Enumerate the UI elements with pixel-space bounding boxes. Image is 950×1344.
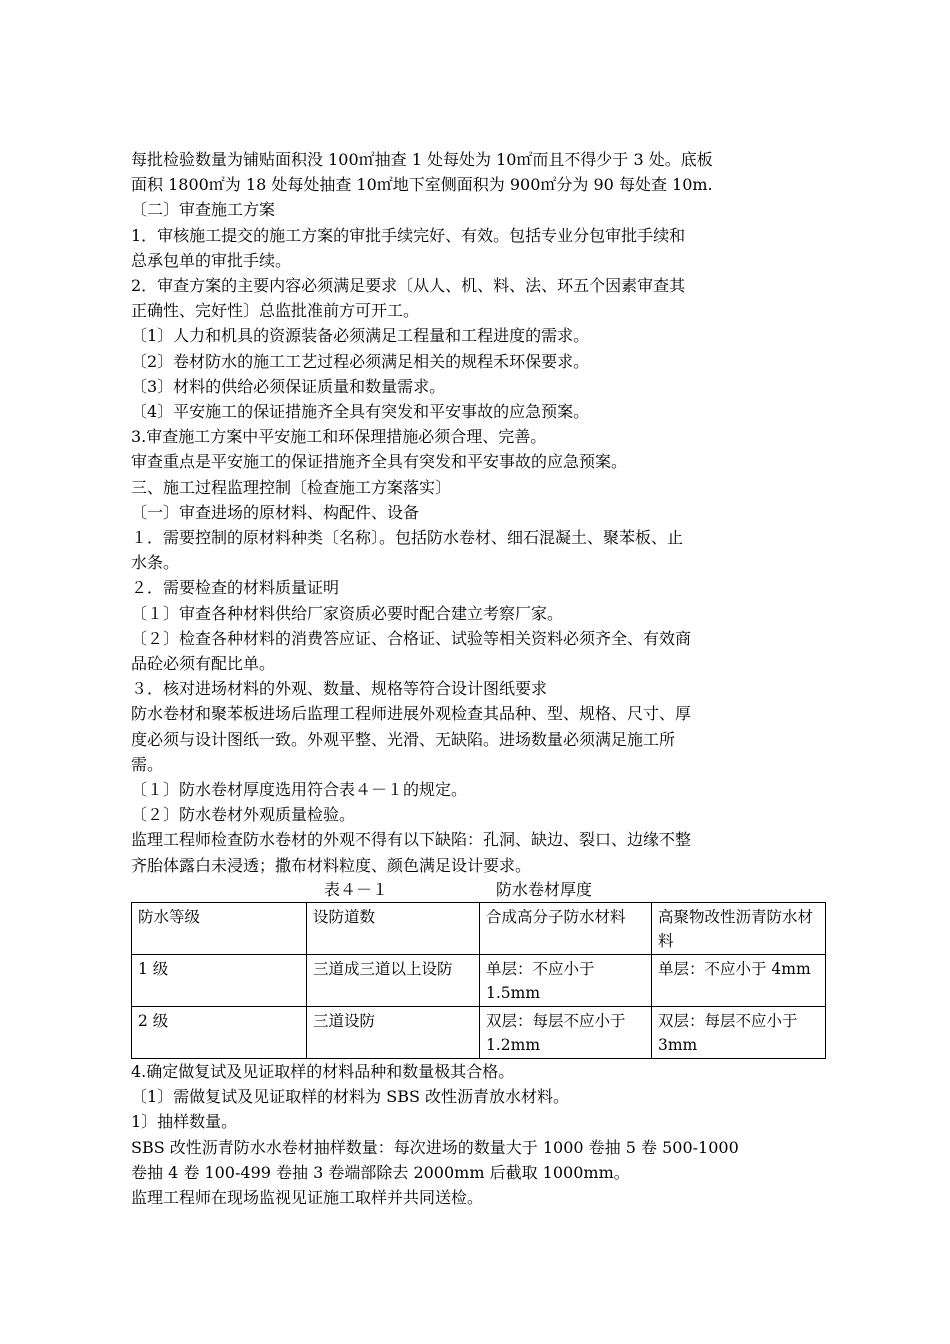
- text-line: 〔１〕审查各种材料供给厂家资质必要时配合建立考察厂家。: [131, 603, 564, 623]
- thickness-table: [131, 902, 826, 1059]
- text-line: SBS 改性沥青防水水卷材抽样数量：每次进场的数量大于 1000 卷抽 5 卷 500-1000: [131, 1137, 739, 1157]
- text-line: 品砼必须有配比单。: [131, 654, 276, 674]
- table-cell: 三道设防: [307, 1006, 480, 1058]
- text-line: 面积 1800㎡为 18 处每处抽查 10㎡地下室侧面积为 900㎡分为 90 每处查 10m.: [131, 175, 713, 195]
- text-line: 监理工程师在现场监视见证施工取样并共同送检。: [131, 1187, 484, 1207]
- header-cell-polymer: 合成高分子防水材料: [480, 902, 652, 954]
- text-line: 总承包单的审批手续。: [131, 250, 292, 270]
- text-line: 卷抽 4 卷 100-499 卷抽 3 卷端部除去 2000mm 后截取 1000mm。: [131, 1162, 630, 1182]
- table-caption-title: 防水卷材厚度: [496, 879, 593, 899]
- text-line: 度必须与设计图纸一致。外观平整、光滑、无缺陷。进场数量必须满足施工所: [131, 729, 676, 749]
- text-line: 三、施工过程监理控制〔检查施工方案落实〕: [131, 477, 452, 497]
- text-line: 每批检验数量为铺贴面积没 100㎡抽查 1 处每处为 10㎡而且不得少于 3 处。底板: [131, 150, 713, 169]
- text-line: 监理工程师检查防水卷材的外观不得有以下缺陷：孔洞、缺边、裂口、边缘不整: [131, 830, 692, 850]
- table-cell: 单层：不应小于 4mm: [652, 954, 826, 1006]
- text-line: 4.确定做复试及见证取样的材料品种和数量极其合格。: [131, 1061, 515, 1081]
- table-cell: 双层：每层不应小于 3mm: [652, 1006, 826, 1058]
- text-line: 审查重点是平安施工的保证措施齐全具有突发和平安事故的应急预案。: [131, 452, 628, 472]
- table-cell: 单层：不应小于 1.5mm: [480, 954, 652, 1006]
- text-line: 〔4〕平安施工的保证措施齐全具有突发和平安事故的应急预案。: [131, 402, 590, 422]
- text-line: 齐胎体露白未浸透；撒布材料粒度、颜色满足设计要求。: [131, 855, 532, 875]
- table-row: [132, 954, 826, 1006]
- text-line: 〔3〕材料的供给必须保证质量和数量需求。: [131, 376, 446, 396]
- table-row: [132, 1006, 826, 1058]
- text-line: 防水卷材和聚苯板进场后监理工程师进展外观检查其品种、型、规格、尺寸、厚: [131, 704, 692, 724]
- text-line: 〔2〕卷材防水的施工工艺过程必须满足相关的规程禾环保要求。: [131, 351, 590, 371]
- text-line: １．需要控制的原材料种类〔名称〕。包括防水卷材、细石混凝土、聚苯板、止: [131, 528, 684, 548]
- header-cell-layers: 设防道数: [307, 902, 480, 954]
- text-line: 需。: [131, 754, 164, 774]
- document-page: [131, 147, 825, 1210]
- text-line: 水条。: [131, 553, 180, 573]
- text-line: 〔1〕需做复试及见证取样的材料为 SBS 改性沥青放水材料。: [131, 1087, 570, 1107]
- text-line: 〔２〕检查各种材料的消费答应证、合格证、试验等相关资料必须齐全、有效商: [131, 628, 692, 648]
- text-line: 〔1〕人力和机具的资源装备必须满足工程量和工程进度的需求。: [131, 326, 590, 346]
- text-body-after-table: [131, 1059, 825, 1210]
- table-header-row: [132, 902, 826, 954]
- text-line: 〔二〕审查施工方案: [131, 200, 276, 220]
- text-line: 2．审查方案的主要内容必须满足要求〔从人、机、料、法、环五个因素审查其: [131, 276, 686, 296]
- text-line: ２．需要检查的材料质量证明: [131, 578, 340, 598]
- text-line: 〔２〕防水卷材外观质量检验。: [131, 805, 356, 825]
- text-line: 正确性、完好性〕总监批准前方可开工。: [131, 301, 420, 321]
- table-cell: 2 级: [132, 1006, 307, 1058]
- text-line: 〔一〕审查进场的原材料、构配件、设备: [131, 502, 420, 522]
- header-cell-asphalt: 高聚物改性沥青防水材料: [652, 902, 826, 954]
- header-cell-grade: 防水等级: [132, 902, 307, 954]
- table-caption-number: 表４－１: [324, 879, 389, 899]
- table-cell: 三道成三道以上设防: [307, 954, 480, 1006]
- text-body-before-table: [131, 147, 825, 878]
- text-line: 1．审核施工提交的施工方案的审批手续完好、有效。包括专业分包审批手续和: [131, 225, 686, 245]
- table-cell: 1 级: [132, 954, 307, 1006]
- text-line: 1〕抽样数量。: [131, 1112, 238, 1132]
- text-line: 〔１〕防水卷材厚度选用符合表４－１的规定。: [131, 780, 468, 800]
- text-line: ３．核对进场材料的外观、数量、规格等符合设计图纸要求: [131, 679, 548, 699]
- table-caption: [131, 878, 825, 902]
- text-line: 3.审查施工方案中平安施工和环保理措施必须合理、完善。: [131, 427, 547, 447]
- table-cell: 双层：每层不应小于 1.2mm: [480, 1006, 652, 1058]
